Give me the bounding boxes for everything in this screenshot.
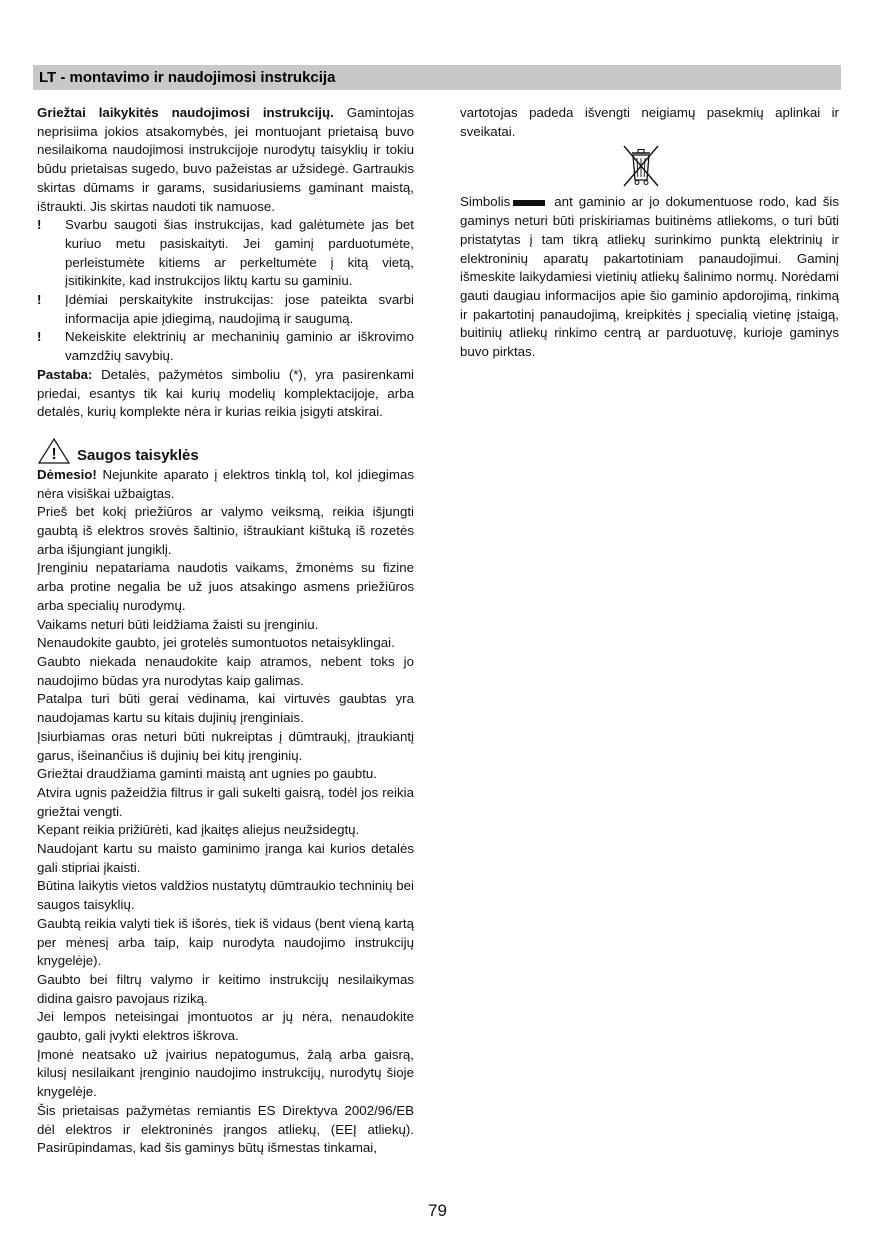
note-paragraph — [37, 366, 414, 422]
header-title: LT - montavimo ir naudojimosi instrukcija — [39, 69, 336, 86]
warning-item — [37, 328, 414, 365]
intro-text: Gamintojas neprisiima jokios atsakomybės, jei montuojant prietaisą buvo nesilaikoma naudojimosi instrukcijoje nurodytų taisyklių ir tokiu būdu prietaisas sugedo, buvo pažeistas ar užsidegė. Gartraukis skirtas dūmams ir garams, susidariusiems gaminant maistą, ištraukti. Jis skirtas naudoti tik namuose. — [37, 105, 414, 214]
safety-paragraph: Atvira ugnis pažeidžia filtrus ir gali sukelti gaisrą, todėl jos reikia griežtai vengti. — [37, 784, 414, 819]
warning-text: Nekeiskite elektrinių ar mechaninių gaminio ar iškrovimo vamzdžių savybių. — [65, 329, 414, 364]
safety-paragraph: Būtina laikytis vietos valdžios nustatytų dūmtraukio techninių bei saugos taisyklių. — [37, 878, 414, 913]
symbol-paragraph — [460, 193, 839, 361]
attention-bold: Dėmesio! — [37, 466, 97, 482]
weee-symbol — [460, 143, 839, 189]
left-column — [37, 104, 414, 1158]
warning-triangle-symbol: ! — [51, 445, 57, 463]
safety-paragraph: Įmonė neatsako už įvairius nepatogumus, žalą arba gaisrą, kilusį nesilaikant įrenginio naudojimo instrukcijų, nurodytų šioje knygelėje. — [37, 1046, 414, 1100]
safety-paragraph: Šis prietaisas pažymėtas remiantis ES Direktyva 2002/96/EB dėl elektros ir elektroninės įrangos atliekų, (EEĮ atliekų). Pasirūpindamas, kad šis gaminys būtų išmestas tinkamai, — [37, 1102, 414, 1156]
safety-paragraph: Kepant reikia prižiūrėti, kad įkaitęs aliejus neužsidegtų. — [37, 822, 360, 838]
safety-paragraph: Nenaudokite gaubto, jei grotelės sumontuotos netaisyklingai. — [37, 635, 395, 651]
page-header — [33, 65, 841, 90]
safety-paragraph: Patalpa turi būti gerai vėdinama, kai virtuvės gaubtas yra naudojamas kartu su kitais dujinių įrenginiais. — [37, 691, 414, 726]
safety-paragraph: Griežtai draudžiama gaminti maistą ant ugnies po gaubtu. — [37, 766, 377, 782]
intro-paragraph — [37, 104, 414, 216]
safety-paragraph: Gaubtą reikia valyti tiek iš išorės, tiek iš vidaus (bent vieną kartą per mėnesį arba taip, kaip nurodyta naudojimo instrukcijų knygelėje). — [37, 915, 414, 969]
safety-paragraph: Jei lempos neteisingai įmontuotos ar jų nėra, nenaudokite gaubto, gali įvykti elektros iškrova. — [37, 1009, 414, 1044]
safety-paragraph: Prieš bet kokį priežiūros ar valymo veiksmą, reikia išjungti gaubtą iš elektros srovės šaltinio, ištraukiant kištuką iš rozetės arba išjungiant jungiklį. — [37, 504, 414, 557]
exclamation-icon: ! — [37, 329, 42, 345]
note-text: Detalės, pažymėtos simboliu (*), yra pasirenkami priedai, esantys tik kai kurių modelių komplektacijoje, arba detalės, kurių komplekte nėra ir kurias reikia įsigyti atskirai. — [37, 366, 414, 420]
attention-text: Nejunkite aparato į elektros tinklą tol, kol įdiegimas nėra visiškai užbaigtas. — [37, 466, 414, 501]
exclamation-icon: ! — [37, 292, 42, 308]
safety-paragraph: Gaubto niekada nenaudokite kaip atramos, nebent toks jo naudojimo būdas yra nurodytas kaip galimas. — [37, 653, 414, 688]
safety-paragraph: Įrenginiu nepatariama naudotis vaikams, žmonėms su fizine arba protine negalia be už juos atsakingo asmens priežiūros arba specialių nurodymų. — [37, 560, 414, 613]
exclamation-icon: ! — [37, 217, 42, 233]
warning-text: Įdėmiai perskaitykite instrukcijas: jose pateikta svarbi informacija apie įdiegimą, naudojimą ir saugumą. — [65, 292, 414, 326]
symbol-text: ant gaminio ar jo dokumentuose rodo, kad šis gaminys neturi būti priskiriamas buitinėms atliekoms, o turi būti pristatytas į tam tikrą atliekų surinkimo punktą elektrinių ir elektroninių aparatų pakartotiniam panaudojimui. Gaminį išmeskite laikydamiesi vietinių atliekų šalinimo normų. Norėdami gauti daugiau informacijos apie šio gaminio apdorojimą, rinkimą ir pakartotinį panaudojimą, kreipkitės į specialią vietinę įstaigą, buitinių atliekų rinkimo centrą ar parduotuvę, kurioje gaminys buvo pirktas. — [460, 194, 839, 360]
crossed-bin-icon — [619, 143, 663, 189]
safety-paragraph: Naudojant kartu su maisto gaminimo įranga kai kurios detalės gali stipriai įkaisti. — [37, 841, 414, 875]
continuation-paragraph: vartotojas padeda išvengti neigiamų pasekmių aplinkai ir sveikatai. — [460, 105, 839, 139]
warning-item — [37, 291, 414, 328]
safety-paragraph: Vaikams neturi būti leidžiama žaisti su įrenginiu. — [37, 616, 319, 632]
safety-paragraph: Įsiurbiamas oras neturi būti nukreiptas į dūmtraukį, įtraukiantį garus, išeinančius iš dujinių bei kitų įrenginių. — [37, 728, 414, 763]
attention-paragraph — [37, 466, 414, 503]
note-bold: Pastaba: — [37, 366, 93, 382]
warning-text: Svarbu saugoti šias instrukcijas, kad galėtumėte jas bet kuriuo metu pasiskaityti. Jei gaminį parduotumėte, perleistumėte kitiems ar perkeltumėte į kitą vietą, įsitikinkite, kad instrukcijos liktų kartu su gaminiu. — [65, 217, 414, 289]
black-bar-icon — [513, 200, 545, 206]
warning-item — [37, 216, 414, 291]
warning-triangle-icon — [37, 437, 71, 465]
safety-title: Saugos taisyklės — [77, 446, 199, 464]
page-number: 79 — [428, 1201, 447, 1220]
safety-paragraph: Gaubto bei filtrų valymo ir keitimo instrukcijų nesilaikymas didina gaisro pavojaus riziką. — [37, 971, 414, 1006]
right-column — [460, 104, 839, 362]
symbol-prefix: Simbolis — [460, 194, 511, 210]
intro-bold: Griežtai laikykitės naudojimosi instrukcijų. — [37, 105, 334, 120]
safety-heading — [37, 437, 414, 465]
